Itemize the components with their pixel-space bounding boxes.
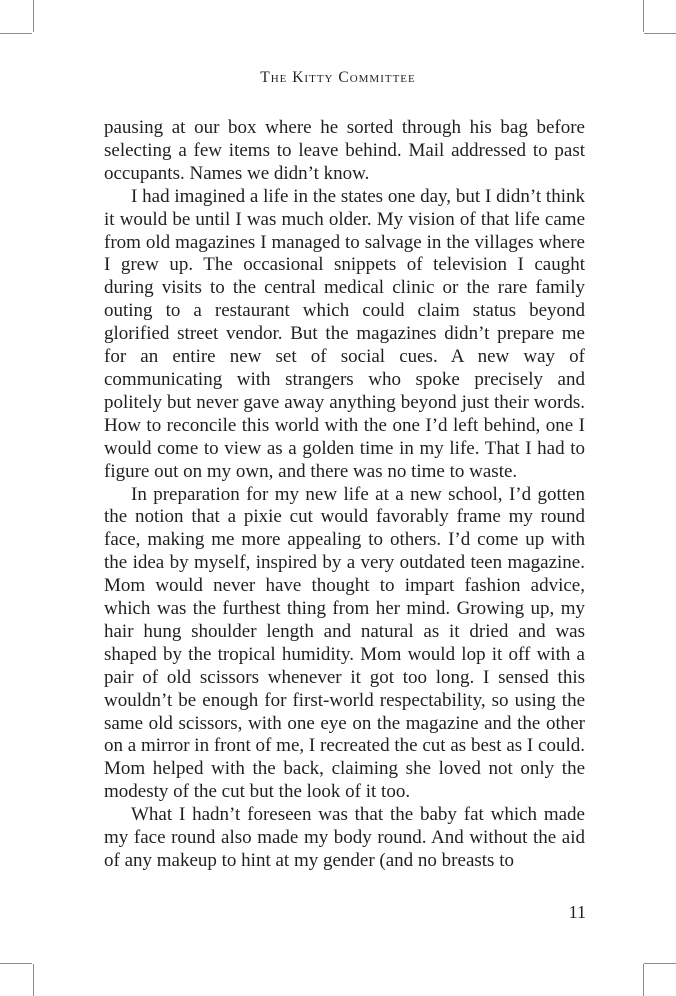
crop-mark	[643, 0, 644, 32]
paragraph: In preparation for my new life at a new school, I’d gotten the notion that a pixie cut would favorably frame my round face, making me more appealing to others. I’d come up with the idea by myself, inspired by a very outdated teen magazine. Mom would never have thought to impart fashion advice, which was the furthest thing from her mind. Growing up, my hair hung shoulder length and natural as it dried and was shaped by the tropical humidity. Mom would lop it off with a pair of old scissors whenever it got too long. I sensed this wouldn’t be enough for first-world respectability, so using the same old scissors, with one eye on the magazine and the other on a mirror in front of me, I recreated the cut as best as I could. Mom helped with the back, claiming she loved not only the modesty of the cut but the look of it too.	[104, 483, 585, 803]
crop-mark	[643, 964, 644, 996]
crop-mark	[33, 0, 34, 32]
body-text	[104, 117, 585, 873]
paragraph: pausing at our box where he sorted through his bag before selecting a few items to leave behind. Mail addressed to past occupants. Names we didn’t know.	[104, 117, 585, 184]
crop-mark	[644, 963, 676, 964]
page-number: 11	[568, 902, 586, 922]
crop-mark	[0, 33, 32, 34]
crop-mark	[33, 964, 34, 996]
crop-mark	[0, 963, 32, 964]
paragraph: What I hadn’t foreseen was that the baby fat which made my face round also made my body round. And without the aid of any makeup to hint at my gender (and no breasts to	[104, 804, 585, 871]
paragraph: I had imagined a life in the states one day, but I didn’t think it would be until I was much older. My vision of that life came from old magazines I managed to salvage in the villages where I grew up. The occasional snippets of television I caught during visits to the central medical clinic or the rare family outing to a restaurant which could claim status beyond glorified street vendor. But the magazines didn’t prepare me for an entire new set of social cues. A new way of communicating with strangers who spoke precisely and politely but never gave away anything beyond just their words. How to reconcile this world with the one I’d left behind, one I would come to view as a golden time in my life. That I had to figure out on my own, and there was no time to waste.	[104, 185, 585, 482]
crop-mark	[644, 33, 676, 34]
running-head: The Kitty Committee	[260, 69, 416, 86]
